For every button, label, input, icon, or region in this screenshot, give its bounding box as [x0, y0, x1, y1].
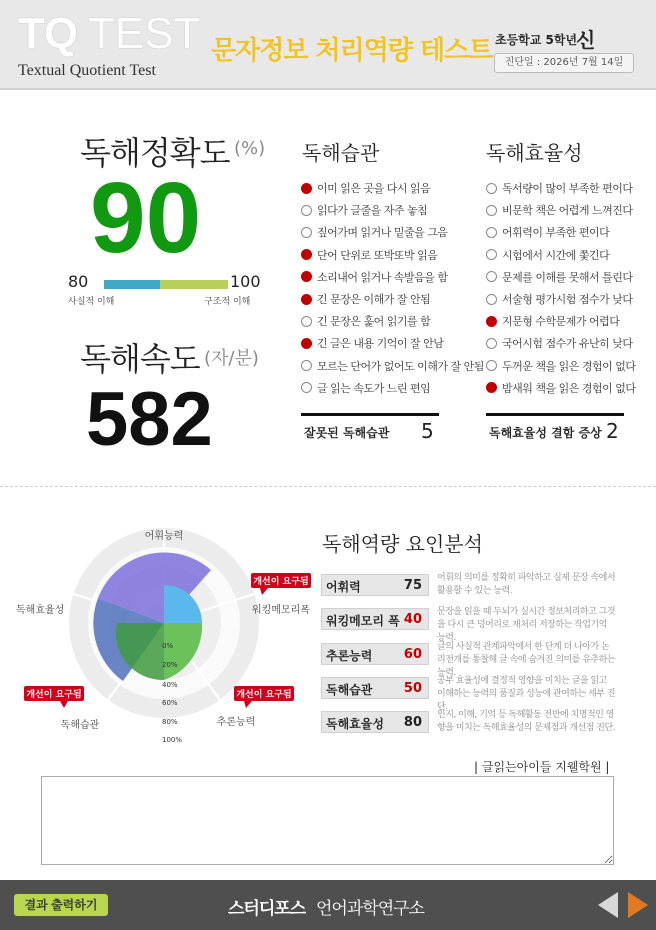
- unchecked-dot-icon: [486, 227, 497, 238]
- unchecked-dot-icon: [486, 205, 497, 216]
- checklist-item-label: 긴 글은 내용 기억이 잘 안남: [317, 337, 444, 351]
- prev-page-icon[interactable]: [598, 892, 618, 918]
- section-divider: [0, 486, 656, 487]
- checklist-item-label: 짚어가며 읽거나 밑줄을 그음: [317, 226, 448, 240]
- checklist-item-label: 독서량이 많이 부족한 편이다: [502, 182, 633, 196]
- analysis-row: [321, 711, 429, 733]
- radar-label-memory: 워킹메모리폭: [252, 605, 310, 616]
- analysis-row-name: 워킹메모리 폭: [326, 614, 400, 628]
- analysis-row-description: 글의 사실적 관계파악에서 한 단계 더 나아가 논리전개를 통찰해 글 속에 숨겨진 의미를 유추하는 능력.: [437, 642, 616, 678]
- unchecked-dot-icon: [486, 338, 497, 349]
- habits-list: [301, 177, 484, 399]
- brand-subtitle: 언어과학연구소: [316, 899, 424, 919]
- checklist-item-label: 국어시험 점수가 유난히 낮다: [502, 337, 633, 351]
- analysis-row: [321, 677, 429, 699]
- radar-ring-label-0: 0%: [162, 642, 174, 650]
- unchecked-dot-icon: [301, 205, 312, 216]
- analysis-row-name: 어휘력: [326, 580, 361, 594]
- print-result-button[interactable]: 결과 출력하기: [14, 894, 108, 916]
- radar-label-vocab: 어휘능력: [144, 531, 184, 542]
- checklist-item: [486, 310, 636, 332]
- unchecked-dot-icon: [486, 360, 497, 371]
- analysis-row-name: 독해효율성: [326, 717, 384, 731]
- flag-reasoning-text: 개선이 요구됨: [236, 690, 292, 700]
- unchecked-dot-icon: [301, 316, 312, 327]
- analysis-title: 독해역량 요인분석: [322, 532, 483, 556]
- flag-memory-text: 개선이 요구됨: [253, 577, 309, 587]
- academy-name: | 글읽는아이들 지웰학원 |: [474, 760, 610, 774]
- flag-habit-pointer: [60, 701, 68, 708]
- memo-textarea[interactable]: [41, 776, 614, 865]
- accuracy-value: 90: [90, 162, 202, 274]
- checklist-item: [301, 177, 484, 199]
- accuracy-scale-low: 80: [68, 272, 89, 291]
- checked-dot-icon: [486, 382, 497, 393]
- checklist-item-label: 문제를 이해를 못해서 틀린다: [502, 270, 633, 284]
- accuracy-title: 독해정확도: [80, 134, 230, 172]
- checklist-item: [301, 355, 484, 377]
- radar-ring-label-60: 60%: [162, 699, 178, 707]
- checklist-item: [486, 266, 636, 288]
- efficiency-summary-label: 독해효율성 결함 증상: [489, 426, 602, 440]
- checklist-item: [486, 355, 636, 377]
- efficiency-summary-line: [486, 413, 624, 416]
- checklist-item: [486, 377, 636, 399]
- speed-title: 독해속도: [80, 340, 200, 378]
- accuracy-label-structural: 구조적 이해: [204, 297, 251, 307]
- efficiency-summary-count: 2: [606, 419, 619, 443]
- analysis-row-description: 인지, 이해, 기억 등 독해활동 전반에 치명적인 영향을 미치는 독해효율성의 문제점과 개선점 진단.: [437, 710, 616, 733]
- unchecked-dot-icon: [486, 294, 497, 305]
- footer: [0, 880, 656, 930]
- checklist-item-label: 밤새워 책을 읽은 경험이 없다: [502, 381, 636, 395]
- analysis-row-score: 60: [403, 647, 422, 662]
- radar-ring-label-40: 40%: [162, 681, 178, 689]
- habits-summary-line: [301, 413, 439, 416]
- radar-label-efficiency: 독해효율성: [16, 605, 65, 616]
- test-date: 진단일 : 2026년 7월 14일: [494, 53, 634, 73]
- checklist-item-label: 글 읽는 속도가 느린 편임: [317, 381, 431, 395]
- checklist-item-label: 지문형 수학문제가 어렵다: [502, 315, 620, 329]
- radar-ring-label-80: 80%: [162, 718, 178, 726]
- analysis-row: [321, 608, 429, 630]
- radar-label-habit: 독해습관: [60, 720, 100, 731]
- logo-test: TEST: [88, 9, 201, 58]
- analysis-row-name: 독해습관: [326, 683, 373, 697]
- accuracy-unit: (%): [234, 138, 266, 159]
- unchecked-dot-icon: [301, 227, 312, 238]
- flag-habit-text: 개선이 요구됨: [26, 690, 82, 700]
- habits-title: 독해습관: [302, 141, 380, 165]
- unchecked-dot-icon: [301, 360, 312, 371]
- checklist-item-label: 소리내어 읽거나 속발음을 함: [317, 270, 448, 284]
- checklist-item: [301, 199, 484, 221]
- checklist-item: [301, 266, 484, 288]
- logo-subtitle: Textual Quotient Test: [18, 62, 156, 79]
- checklist-item-label: 어휘력이 부족한 편이다: [502, 226, 610, 240]
- habits-summary-label: 잘못된 독해습관: [304, 426, 390, 440]
- analysis-row-score: 80: [403, 715, 422, 730]
- unchecked-dot-icon: [486, 249, 497, 260]
- unchecked-dot-icon: [301, 382, 312, 393]
- efficiency-list: [486, 177, 636, 399]
- checked-dot-icon: [301, 294, 312, 305]
- checklist-item: [486, 221, 636, 243]
- analysis-row-score: 50: [403, 681, 422, 696]
- checklist-item: [486, 244, 636, 266]
- checklist-item: [301, 377, 484, 399]
- checklist-item: [301, 332, 484, 354]
- checklist-item-label: 읽다가 글줄을 자주 놓침: [317, 204, 428, 218]
- checked-dot-icon: [301, 271, 312, 282]
- analysis-row-score: 40: [403, 612, 422, 627]
- brand-logo: 스터디포스: [228, 899, 306, 919]
- speed-value: 582: [86, 377, 213, 462]
- analysis-row: [321, 643, 429, 665]
- analysis-row-description: 공부 효율성에 결정적 영향을 미치는 글을 읽고 이해하는 능력의 품질과 성능에 관여하는 세부 진단.: [437, 676, 616, 712]
- checklist-item: [486, 199, 636, 221]
- unchecked-dot-icon: [486, 183, 497, 194]
- speed-unit: (자/분): [204, 348, 259, 369]
- accuracy-bar-structural: [160, 280, 228, 289]
- ability-radar-chart: [8, 525, 318, 750]
- header: [0, 0, 656, 90]
- analysis-row-name: 추론능력: [326, 649, 373, 663]
- checked-dot-icon: [301, 183, 312, 194]
- unchecked-dot-icon: [486, 271, 497, 282]
- checklist-item: [486, 332, 636, 354]
- next-page-icon[interactable]: [628, 892, 648, 918]
- checklist-item: [486, 288, 636, 310]
- page-title: 문자정보 처리역량 테스트: [211, 36, 493, 66]
- checklist-item-label: 비문학 책은 어렵게 느껴진다: [502, 204, 633, 218]
- checklist-item: [486, 177, 636, 199]
- habits-summary-count: 5: [421, 419, 434, 443]
- flag-reasoning-pointer: [244, 701, 252, 708]
- analysis-row: [321, 574, 429, 596]
- checklist-item: [301, 310, 484, 332]
- checklist-item-label: 모르는 단어가 없어도 이해가 잘 안됨: [317, 359, 484, 373]
- flag-memory-pointer: [260, 588, 268, 595]
- checked-dot-icon: [301, 249, 312, 260]
- accuracy-label-factual: 사실적 이해: [68, 297, 115, 307]
- radar-label-reasoning: 추론능력: [216, 717, 256, 728]
- efficiency-title: 독해효율성: [486, 141, 583, 165]
- analysis-row-description: 어휘의 의미를 정확히 파악하고 실제 문장 속에서 활용할 수 있는 능력.: [437, 573, 616, 596]
- checklist-item: [301, 288, 484, 310]
- checklist-item-label: 긴 문장은 훑어 읽기를 함: [317, 315, 431, 329]
- checked-dot-icon: [301, 338, 312, 349]
- accuracy-bar-factual: [104, 280, 160, 289]
- checklist-item-label: 두꺼운 책을 읽은 경험이 없다: [502, 359, 636, 373]
- checklist-item-label: 서술형 평가시험 점수가 낮다: [502, 293, 633, 307]
- analysis-row-description: 문장을 읽을 때 두뇌가 실시간 정보처리하고 그것을 다시 큰 덩어리로 재처리 저장하는 작업기억 능력.: [437, 607, 616, 643]
- checklist-item-label: 긴 문장은 이해가 잘 안됨: [317, 293, 431, 307]
- checked-dot-icon: [486, 316, 497, 327]
- checklist-item: [301, 221, 484, 243]
- checklist-item: [301, 244, 484, 266]
- checklist-item-label: 단어 단위로 또박또박 읽음: [317, 248, 438, 262]
- accuracy-scale-high: 100: [230, 272, 261, 291]
- checklist-item-label: 시험에서 시간에 쫓긴다: [502, 248, 610, 262]
- analysis-row-score: 75: [403, 578, 422, 593]
- radar-ring-label-100: 100%: [162, 736, 183, 744]
- radar-ring-label-20: 20%: [162, 661, 178, 669]
- logo-tq: TQ: [18, 9, 78, 58]
- checklist-item-label: 이미 읽은 곳을 다시 읽음: [317, 182, 431, 196]
- student-grade: 초등학교 5학년: [495, 33, 578, 47]
- student-name: 신: [576, 28, 596, 52]
